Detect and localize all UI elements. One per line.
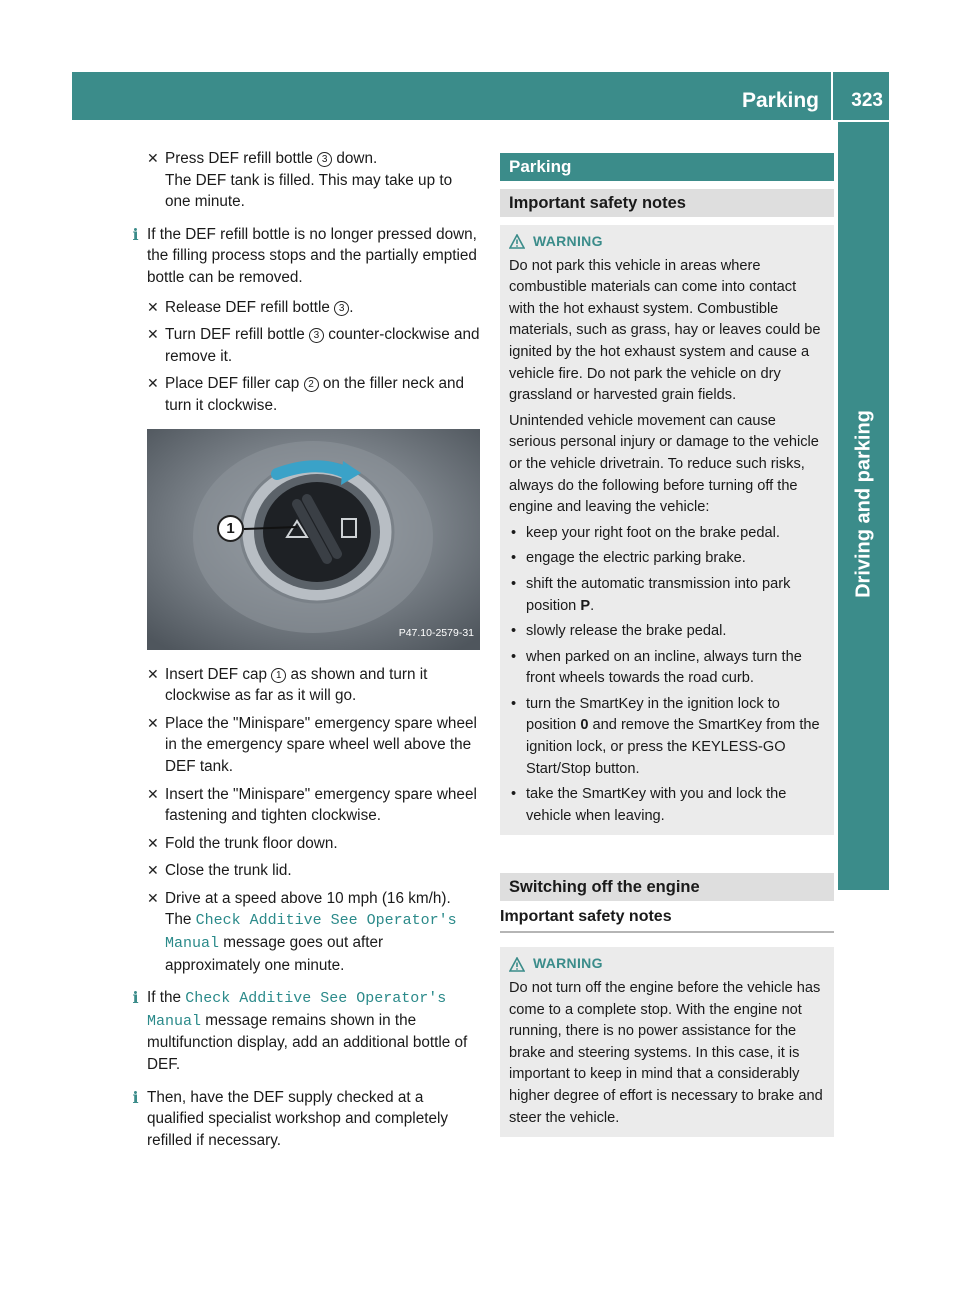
step-drive: ✕ Drive at a speed above 10 mph (16 km/h). The Check Additive See Operator's Manual message goes out after approximately one minute. xyxy=(147,889,457,974)
bullet-item: • slowly release the brake pedal. xyxy=(511,623,727,640)
note-workshop: i Then, have the DEF supply checked at a qualified specialist workshop and completely refilled if necessary. xyxy=(129,1087,481,1152)
header-divider xyxy=(831,72,833,120)
bullet-item: • shift the automatic transmission into park position P. xyxy=(511,575,791,614)
step-arrow-icon: ✕ xyxy=(147,298,159,315)
warning-paragraph: Unintended vehicle movement can cause serious personal injury or damage to the vehicle or the vehicle drivetrain. To reduce such risks, always do the following before turning off the engine and leaving the vehicle: xyxy=(509,412,819,516)
info-icon: i xyxy=(132,988,139,1008)
step-arrow-icon: ✕ xyxy=(147,785,159,802)
step-arrow-icon: ✕ xyxy=(147,862,159,879)
warning-title: WARNING xyxy=(509,231,826,253)
photo-callout-1: 1 xyxy=(217,515,244,542)
def-cap-illustration xyxy=(147,429,480,650)
section-tab-label: Driving and parking xyxy=(852,410,874,598)
def-cap-photo xyxy=(147,429,480,650)
callout-1-icon: 1 xyxy=(271,668,286,683)
section-heading-parking: Parking xyxy=(500,153,834,181)
callout-2-icon: 2 xyxy=(304,377,319,392)
step-arrow-icon: ✕ xyxy=(147,375,159,392)
note-add-bottle: i If the Check Additive See Operator's Manual message remains shown in the multifunction display, add an additional bottle of DEF. xyxy=(129,987,481,1075)
warning-paragraph: Do not park this vehicle in areas where combustible materials can come into contact with the hot exhaust system. Combustible materials, such as grass, hay or leaves could be ignited by the hot exhaust system and cause a vehicle fire. Do not park the vehicle on dry grassland or harvested grain fields. xyxy=(509,257,821,404)
subsection-heading-switching-off: Switching off the engine xyxy=(500,873,834,901)
subsection-heading-safety: Important safety notes xyxy=(500,189,834,217)
callout-3-icon: 3 xyxy=(317,152,332,167)
step-place-minispare: ✕ Place the "Minispare" emergency spare wheel in the emergency spare wheel well above the DEF tank. xyxy=(147,714,477,775)
warning-paragraph: Do not turn off the engine before the vehicle has come to a complete stop. With the engine not running, there is no power assistance for the brake and steering systems. In this case, it is important to keep in mind that a considerably higher degree of effort is necessary to brake and steer the vehicle. xyxy=(509,980,823,1126)
step-arrow-icon: ✕ xyxy=(147,889,159,906)
step-release-bottle: ✕ Release DEF refill bottle 3 . xyxy=(147,297,481,319)
sub-heading-safety: Important safety notes xyxy=(500,901,834,933)
header-title: Parking xyxy=(741,89,819,112)
step-press-bottle: ✕ Press DEF refill bottle 3 down. The DEF tank is filled. This may take up to one minute. xyxy=(147,150,453,211)
photo-reference: P47.10-2579-31 xyxy=(398,626,474,639)
bullet-item: • engage the electric parking brake. xyxy=(511,550,746,567)
left-column xyxy=(132,148,481,1159)
callout-3-icon: 3 xyxy=(309,328,324,343)
step-close-lid: ✕ Close the trunk lid. xyxy=(147,860,481,882)
bullet-item: • when parked on an incline, always turn the front wheels towards the road curb. xyxy=(511,648,802,687)
page-number: 323 xyxy=(851,90,883,111)
step-place-filler-cap: ✕ Place DEF filler cap 2 on the filler neck and turn it clockwise. xyxy=(147,375,464,414)
bullet-item: • keep your right foot on the brake pedal. xyxy=(511,524,780,541)
bullet-item: • turn the SmartKey in the ignition lock to position 0 and remove the SmartKey from the ignition lock, or press the KEYLESS-GO Start/Stop button. xyxy=(511,695,820,777)
step-arrow-icon: ✕ xyxy=(147,714,159,731)
info-icon: i xyxy=(132,1087,139,1107)
info-icon: i xyxy=(132,224,139,244)
warning-triangle-icon xyxy=(509,957,525,972)
callout-3-icon: 3 xyxy=(334,301,349,316)
step-arrow-icon: ✕ xyxy=(147,326,159,343)
right-column xyxy=(500,148,834,1137)
step-arrow-icon: ✕ xyxy=(147,834,159,851)
bullet-item: • take the SmartKey with you and lock the vehicle when leaving. xyxy=(511,786,787,824)
step-turn-bottle: ✕ Turn DEF refill bottle 3 counter-clockwise and remove it. xyxy=(147,326,480,365)
display-message: Check Additive See Operator's Manual xyxy=(165,912,457,953)
note-bottle-released: i If the DEF refill bottle is no longer pressed down, the filling process stops and the partially emptied bottle can be removed. xyxy=(129,224,481,289)
step-result: The DEF tank is filled. This may take up to one minute. xyxy=(165,171,453,211)
display-message: Check Additive See Operator's Manual xyxy=(147,990,447,1030)
page-header xyxy=(72,72,889,120)
warning-title: WARNING xyxy=(509,953,826,975)
step-arrow-icon: ✕ xyxy=(147,665,159,682)
step-fold-floor: ✕ Fold the trunk floor down. xyxy=(147,833,481,855)
step-arrow-icon: ✕ xyxy=(147,150,159,166)
warning-triangle-icon xyxy=(509,234,525,249)
step-insert-fastening: ✕ Insert the "Minispare" emergency spare wheel fastening and tighten clockwise. xyxy=(147,785,477,825)
step-insert-cap: ✕ Insert DEF cap 1 as shown and turn it clockwise as far as it will go. xyxy=(147,665,428,705)
warning-box-parking xyxy=(500,225,834,835)
warning-box-engine xyxy=(500,947,834,1137)
